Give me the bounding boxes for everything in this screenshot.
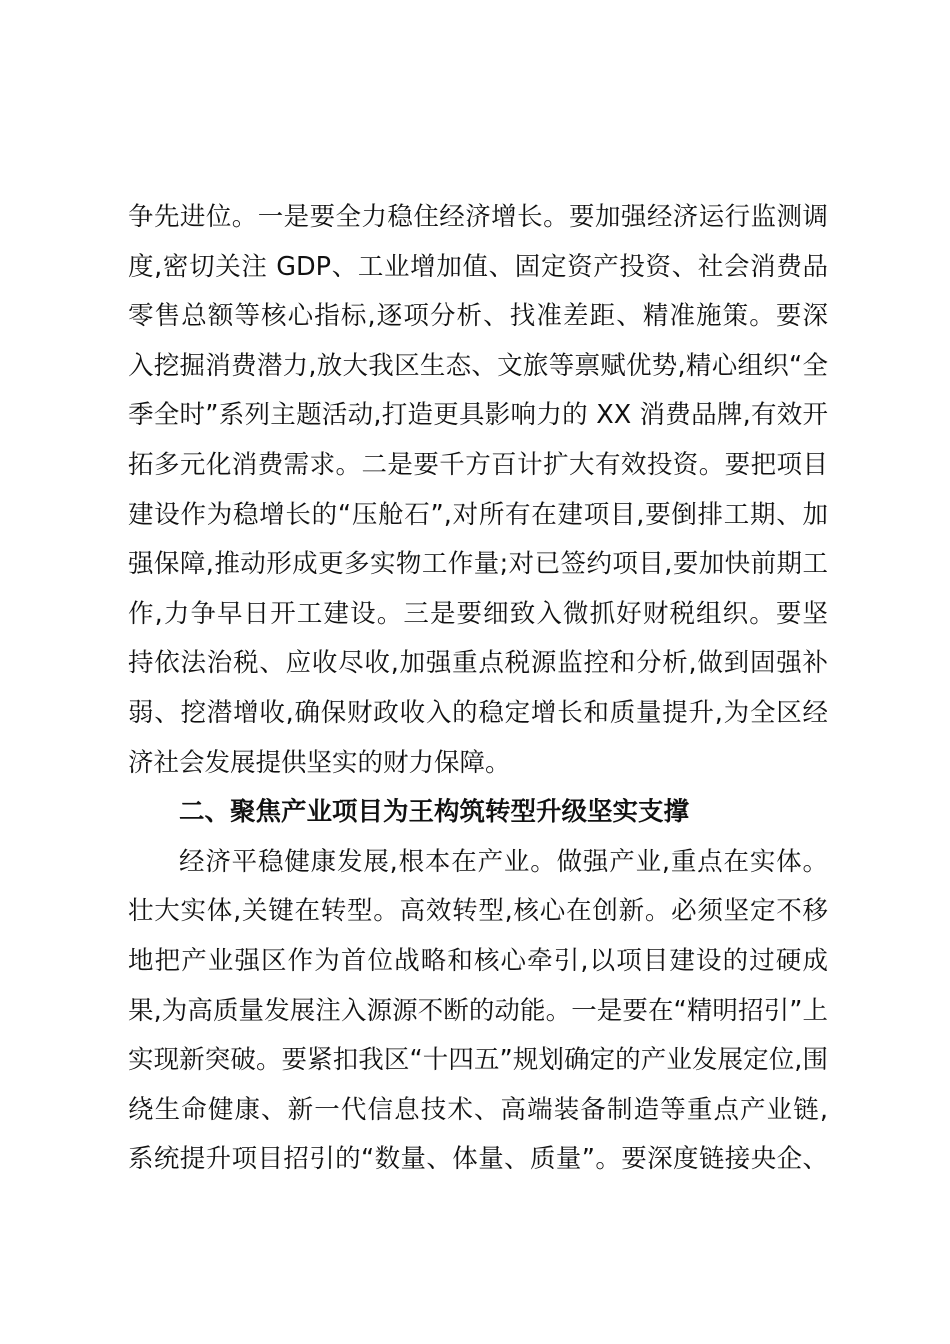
paragraph-line: 果,为高质量发展注入源源不断的动能。一是要在“精明招引”上 bbox=[128, 995, 828, 1026]
document-body bbox=[128, 193, 828, 1185]
paragraph-line: 零售总额等核心指标,逐项分析、找准差距、精准施策。要深 bbox=[128, 301, 828, 332]
paragraph-line: 作,力争早日开工建设。三是要细致入微抓好财税组织。要坚 bbox=[128, 598, 828, 629]
paragraph-line: 持依法治税、应收尽收,加强重点税源监控和分析,做到固强补 bbox=[128, 648, 828, 679]
paragraph-line: 济社会发展提供坚实的财力保障。 bbox=[128, 747, 511, 778]
paragraph-line: 建设作为稳增长的“压舱石”,对所有在建项目,要倒排工期、加 bbox=[128, 499, 828, 530]
paragraph-line: 季全时”系列主题活动,打造更具影响力的 XX 消费品牌,有效开 bbox=[128, 400, 828, 431]
paragraph-line: 壮大实体,关键在转型。高效转型,核心在创新。必须坚定不移 bbox=[128, 896, 828, 927]
section-heading: 二、聚焦产业项目为王构筑转型升级坚实支撑 bbox=[179, 797, 690, 828]
paragraph-line: 争先进位。一是要全力稳住经济增长。要加强经济运行监测调 bbox=[128, 202, 828, 232]
paragraph-line: 经济平稳健康发展,根本在产业。做强产业,重点在实体。 bbox=[179, 846, 828, 877]
paragraph-line: 绕生命健康、新一代信息技术、高端装备制造等重点产业链, bbox=[128, 1094, 828, 1125]
paragraph-line: 入挖掘消费潜力,放大我区生态、文旅等禀赋优势,精心组织“全 bbox=[128, 350, 828, 381]
paragraph-line: 系统提升项目招引的“数量、体量、质量”。要深度链接央企、 bbox=[128, 1144, 828, 1175]
paragraph-line: 强保障,推动形成更多实物工作量;对已签约项目,要加快前期工 bbox=[128, 549, 828, 580]
paragraph-line: 地把产业强区作为首位战略和核心牵引,以项目建设的过硬成 bbox=[128, 945, 828, 976]
paragraph-line: 实现新突破。要紧扣我区“十四五”规划确定的产业发展定位,围 bbox=[128, 1045, 828, 1076]
paragraph-line: 度,密切关注 GDP、工业增加值、固定资产投资、社会消费品 bbox=[128, 251, 828, 282]
paragraph-line: 弱、挖潜增收,确保财政收入的稳定增长和质量提升,为全区经 bbox=[128, 697, 828, 728]
paragraph-line: 拓多元化消费需求。二是要千方百计扩大有效投资。要把项目 bbox=[128, 449, 828, 480]
